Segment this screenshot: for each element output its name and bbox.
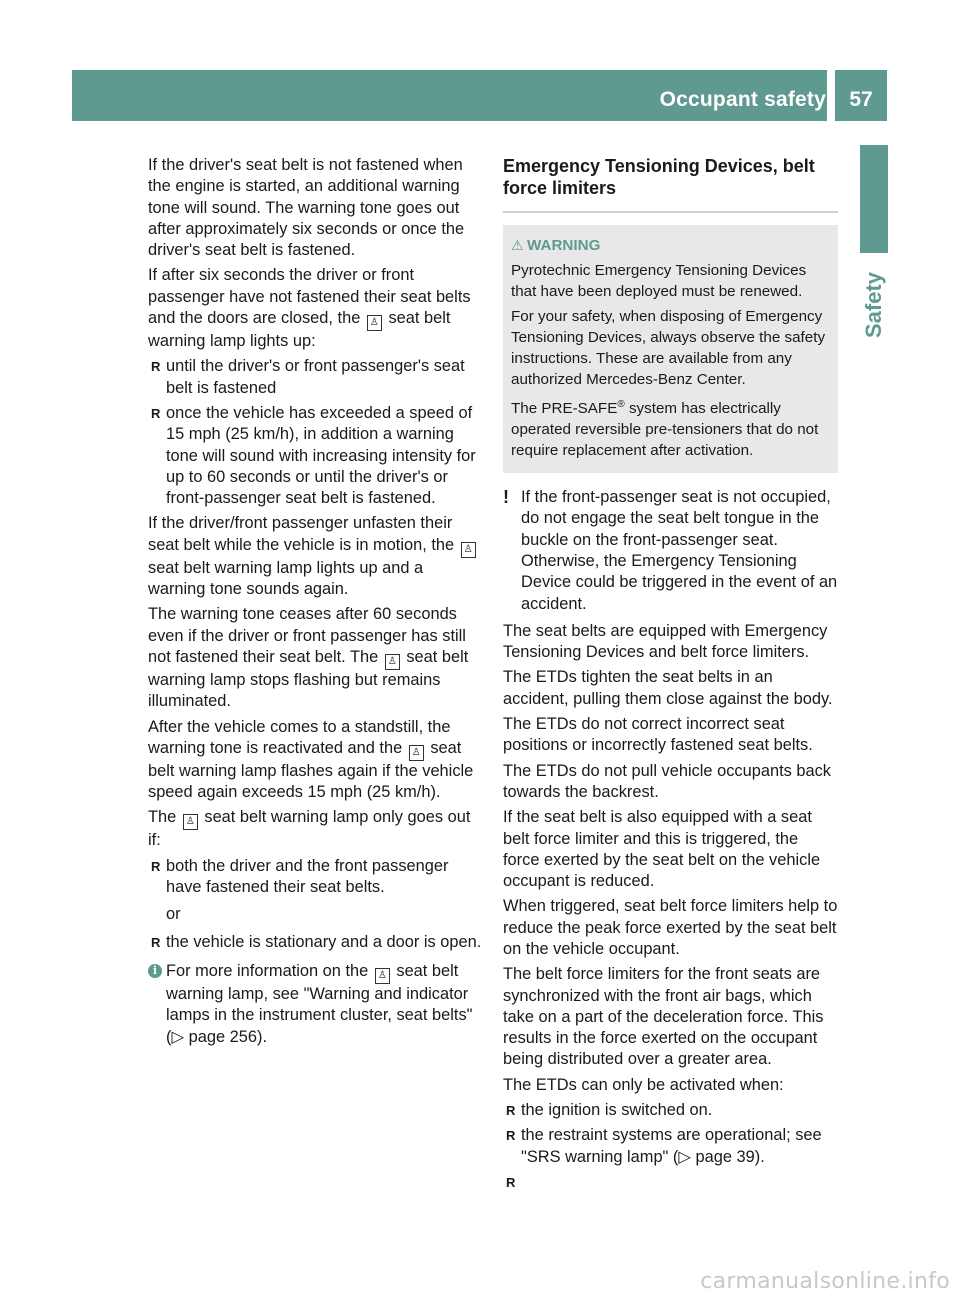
or-text: or (166, 905, 181, 924)
section-title: Occupant safety (659, 88, 826, 111)
side-tab (860, 260, 888, 350)
paragraph: If after six seconds the driver or front passenger have not fastened their seat belts and the doors are closed, the ♙ seat belt warning lamp lights up: (148, 266, 471, 351)
paragraph: If the driver's seat belt is not fastened when the engine is started, an additional warning tone will sound. The warning tone goes out after approximately six seconds or once the driver's seat belt is fastened. (148, 156, 465, 260)
paragraph: When triggered, seat belt force limiters help to reduce the peak force exerted by the seat belt on the vehicle occupant. (503, 897, 838, 958)
list-item: R both the driver and the front passenger have fastened their seat belts. (148, 856, 483, 899)
warning-title: WARNING (527, 237, 601, 254)
header-separator (830, 70, 833, 121)
warning-text: Pyrotechnic Emergency Tensioning Devices that have been deployed must be renewed. (511, 262, 807, 300)
warning-triangle-icon: ⚠ (511, 237, 524, 253)
paragraph: If the seat belt is also equipped with a seat belt force limiter and this is triggered, the force exerted by the seat belt on the vehicle occupant is reduced. (503, 808, 821, 891)
page-number-box (835, 70, 887, 121)
paragraph: The ♙ seat belt warning lamp only goes out if: (148, 808, 471, 850)
info-note: i For more information on the ♙ seat belt warning lamp, see "Warning and indicator lamps in the instrument cluster, seat belts" (▷ page 256). (148, 961, 483, 1048)
seat-belt-icon: ♙ (183, 814, 198, 830)
paragraph: The ETDs can only be activated when: (503, 1075, 784, 1094)
list-item: R the restraint systems are operational; see "SRS warning lamp" (▷ page 39). (503, 1125, 838, 1168)
right-column (503, 155, 838, 1197)
warning-box (503, 225, 838, 473)
seat-belt-icon: ♙ (461, 542, 476, 558)
exclamation-icon: ! (503, 487, 509, 508)
seat-belt-icon: ♙ (367, 315, 382, 331)
page-number: 57 (849, 88, 873, 111)
seat-belt-icon: ♙ (375, 968, 390, 984)
info-icon: i (148, 964, 162, 978)
side-tab-marker (860, 145, 888, 253)
paragraph: The ETDs do not correct incorrect seat positions or incorrectly fastened seat belts. (503, 715, 813, 755)
list-item: R the vehicle is stationary and a door is open. (148, 932, 483, 953)
list-item: R until the driver's or front passenger's seat belt is fastened (148, 356, 483, 399)
list-item: R once the vehicle has exceeded a speed of 15 mph (25 km/h), in addition a warning tone will sound with increasing intensity for up to 60 seconds or until the driver's or front-passenger seat belt is fastened. (148, 403, 483, 509)
paragraph: The seat belts are equipped with Emergency Tensioning Devices and belt force limiters. (503, 621, 828, 662)
paragraph: The ETDs tighten the seat belts in an accident, pulling them close against the body. (503, 668, 833, 708)
seat-belt-icon: ♙ (409, 745, 424, 761)
paragraph: After the vehicle comes to a standstill, the warning tone is reactivated and the ♙ seat belt warning lamp flashes again if the vehicle speed again exceeds 15 mph (25 km/h). (148, 717, 474, 802)
side-tab-label: Safety (861, 271, 886, 339)
warning-text: The PRE-SAFE® system has electrically operated reversible pre-tensioners that do not require replacement after activation. (511, 399, 819, 460)
paragraph: If the driver/front passenger unfasten their seat belt while the vehicle is in motion, the ♙ seat belt warning lamp lights up and a warning tone sounds again. (148, 513, 483, 600)
caution-note: ! If the front-passenger seat is not occupied, do not engage the seat belt tongue in the buckle on the front-passenger seat. Otherwise, the Emergency Tensioning Device could be triggered in the event of an accident. (503, 487, 838, 613)
list-item-empty (503, 1172, 838, 1193)
left-column (148, 155, 483, 1048)
seat-belt-icon: ♙ (385, 654, 400, 670)
list-item: R the ignition is switched on. (503, 1100, 838, 1121)
heading-rule (503, 211, 838, 213)
paragraph: The belt force limiters for the front seats are synchronized with the front air bags, which take on a part of the deceleration force. This results in the force exerted on the occupant being distributed over a greater area. (503, 965, 824, 1069)
section-heading: Emergency Tensioning Devices, belt force limiters (503, 156, 815, 198)
paragraph: The warning tone ceases after 60 seconds even if the driver or front passenger has still not fastened their seat belt. The ♙ seat belt warning lamp stops flashing but remains illuminated. (148, 605, 469, 711)
warning-text: For your safety, when disposing of Emergency Tensioning Devices, always observe the safety instructions. These are available from any authorized Mercedes-Benz Center. (511, 308, 826, 388)
paragraph: The ETDs do not pull vehicle occupants back towards the backrest. (503, 761, 831, 801)
watermark: carmanualsonline.info (700, 1269, 950, 1294)
